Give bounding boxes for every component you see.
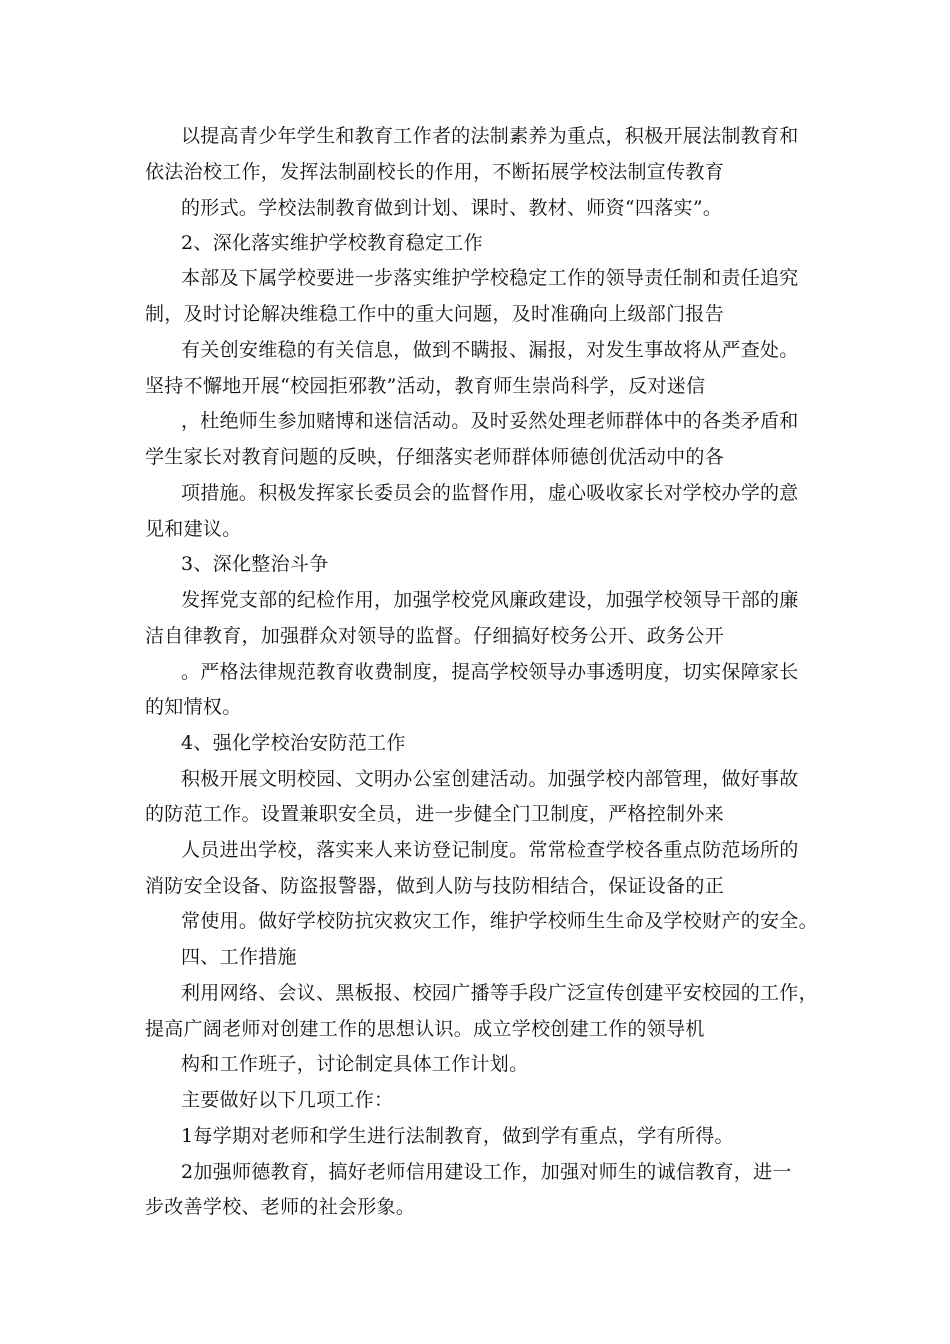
text-line: 学生家长对教育问题的反映，仔细落实老师群体师德创优活动中的各 — [145, 446, 725, 468]
text-line: 主要做好以下几项工作： — [181, 1089, 394, 1111]
text-line: 的知情权。 — [145, 696, 242, 718]
text-line: 积极开展文明校园、文明办公室创建活动。加强学校内部管理，做好事故 — [181, 768, 799, 790]
text-line: 提高广阔老师对创建工作的思想认识。成立学校创建工作的领导机 — [145, 1018, 705, 1040]
list-item: 2加强师德教育，搞好老师信用建设工作，加强对师生的诚信教育，进一 — [181, 1161, 792, 1183]
text-line: 依法治校工作，发挥法制副校长的作用，不断拓展学校法制宣传教育 — [145, 161, 725, 183]
text-line: 洁自律教育，加强群众对领导的监督。仔细搞好校务公开、政务公开 — [145, 625, 725, 647]
text-line: 本部及下属学校要进一步落实维护学校稳定工作的领导责任制和责任追究 — [181, 267, 799, 289]
text-line: 坚持不懈地开展“校园拒邪教”活动，教育师生崇尚科学，反对迷信 — [145, 375, 706, 397]
section-heading: 四、工作措施 — [181, 946, 297, 968]
text-line: 项措施。积极发挥家长委员会的监督作用，虚心吸收家长对学校办学的意 — [181, 482, 799, 504]
text-line: 以提高青少年学生和教育工作者的法制素养为重点，积极开展法制教育和 — [181, 125, 799, 147]
text-line: 构和工作班子，讨论制定具体工作计划。 — [181, 1053, 529, 1075]
text-line: 常使用。做好学校防抗灾救灾工作，维护学校师生生命及学校财产的安全。 — [181, 910, 818, 932]
section-heading: 3、深化整治斗争 — [181, 553, 329, 575]
text-line: 步改善学校、老师的社会形象。 — [145, 1196, 416, 1218]
text-line: 制，及时讨论解决维稳工作中的重大问题，及时准确向上级部门报告 — [145, 303, 725, 325]
section-heading: 2、深化落实维护学校教育稳定工作 — [181, 232, 483, 254]
text-line: 人员进出学校，落实来人来访登记制度。常常检查学校各重点防范场所的 — [181, 839, 799, 861]
text-line: 的防范工作。设置兼职安全员，进一步健全门卫制度，严格控制外来 — [145, 803, 725, 825]
text-line: 消防安全设备、防盗报警器，做到人防与技防相结合，保证设备的正 — [145, 875, 725, 897]
text-line: 发挥党支部的纪检作用，加强学校党风廉政建设，加强学校领导干部的廉 — [181, 589, 799, 611]
list-item: 1每学期对老师和学生进行法制教育，做到学有重点，学有所得。 — [181, 1125, 734, 1147]
text-line: 利用网络、会议、黑板报、校园广播等手段广泛宣传创建平安校园的工作， — [181, 982, 818, 1004]
text-line: 见和建议。 — [145, 518, 242, 540]
text-line: ，杜绝师生参加赌博和迷信活动。及时妥然处理老师群体中的各类矛盾和 — [181, 410, 799, 432]
text-line: 有关创安维稳的有关信息，做到不瞒报、漏报，对发生事故将从严查处。 — [181, 339, 799, 361]
text-line: 。严格法律规范教育收费制度，提高学校领导办事透明度，切实保障家长 — [181, 661, 799, 683]
section-heading: 4、强化学校治安防范工作 — [181, 732, 406, 754]
text-line: 的形式。学校法制教育做到计划、课时、教材、师资“四落实”。 — [181, 197, 723, 219]
